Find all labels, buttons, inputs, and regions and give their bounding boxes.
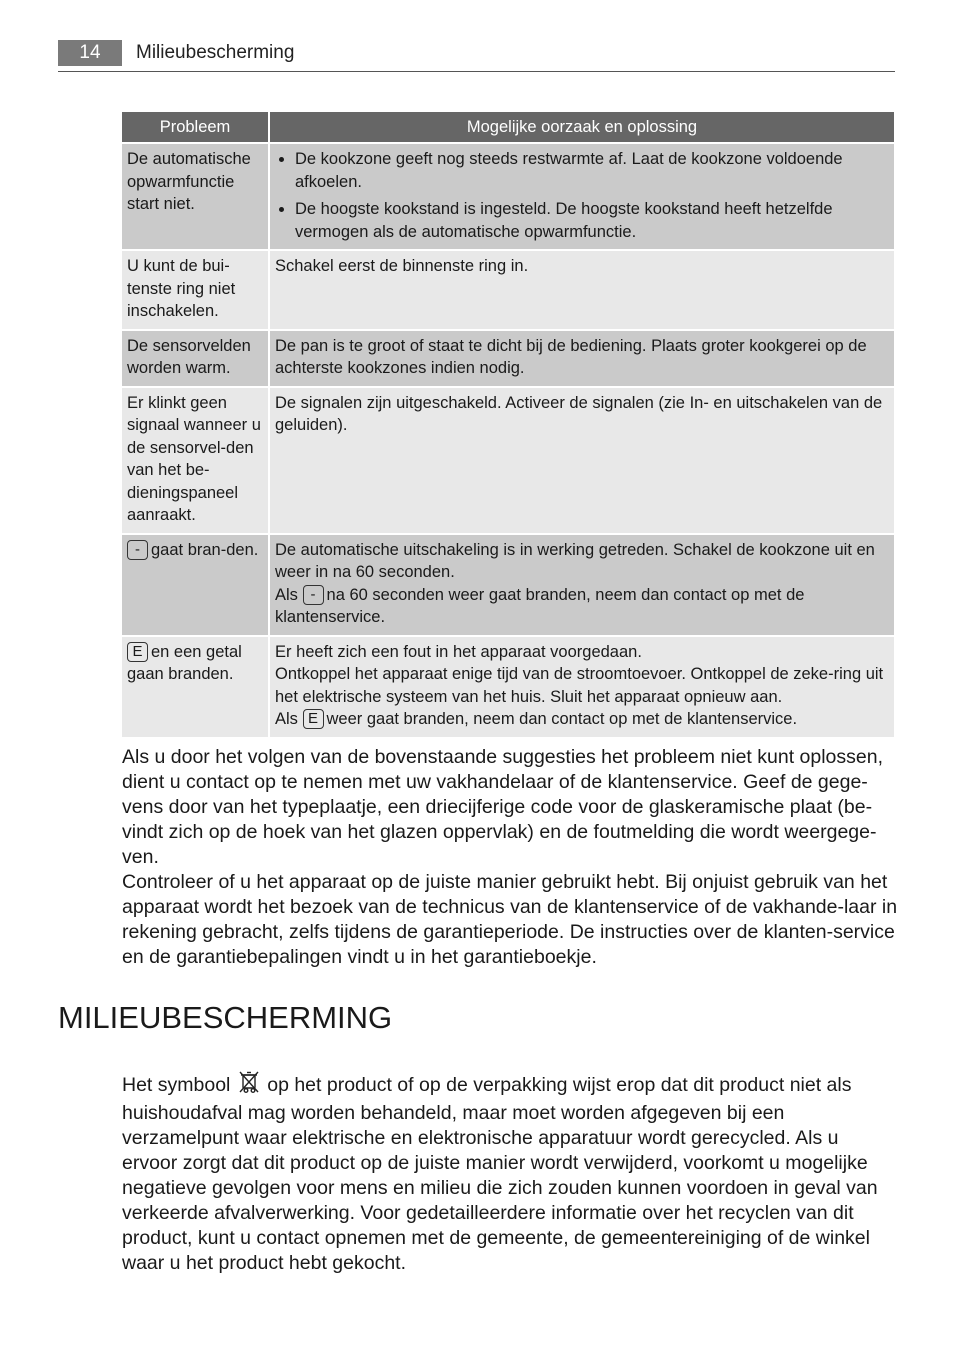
table-row [122,388,894,533]
table-row [122,251,894,329]
table-row [122,331,894,386]
environment-text-post: op het product of op de verpakking wijst erop dat dit product niet als huishoudafval mag worden behandeld, maar moet worden afgegeven bij een verzamelpunt waar elektrische en elektronische apparatuur wordt gerecycled. Als u ervoor zorgt dat dit product op de juiste manier wordt verwijderd, voorkomt u mogelijke negatieve gevolgen voor mens en milieu die zich zouden kunnen voordoen in geval van verkeerde afvalverwerking. Voor gedetailleerdere informatie over het recyclen van dit product, kunt u contact opnemen met de gemeente, de gemeentereiniging of de winkel waar u het product hebt gekocht. [122,1074,878,1274]
problem-cell [122,535,268,635]
table-row [122,144,894,249]
column-header-problem: Probleem [122,112,268,142]
solution-line [275,708,890,731]
problem-cell [122,637,268,737]
solution-text: weer gaat branden, neem dan contact op met de klantenservice. [326,710,798,728]
solution-text: Als [275,585,298,604]
environment-paragraph [122,1070,898,1276]
error-e-display-symbol: E [303,709,324,729]
environment-text-pre: Het symbool [122,1074,231,1096]
solution-cell [270,535,894,635]
solution-cell: Schakel eerst de binnenste ring in. [270,251,894,329]
page-header [58,40,895,72]
list-item: • De hoogste kookstand is ingesteld. De hoogste kookstand heeft hetzelfde vermogen als de automatische opwarmfunctie. [295,198,890,243]
dash-display-symbol: - [127,540,148,560]
solution-text: na 60 seconden weer gaat branden, neem dan contact op met de klantenservice. [275,585,805,626]
column-header-solution: Mogelijke oorzaak en oplossing [270,112,894,142]
problem-cell: U kunt de bui-tenste ring niet inschakelen. [122,251,268,329]
problem-text: gaat bran-den. [151,540,259,559]
solution-line: De automatische uitschakeling is in werking getreden. Schakel de kookzone uit en weer in na 60 seconden. [275,540,875,581]
problem-cell: De automatische opwarmfunctie start niet. [122,144,268,249]
usage-paragraph: Controleer of u het apparaat op de juiste manier gebruikt hebt. Bij onjuist gebruik van het apparaat wordt het bezoek van de technicus van de klantenservice of de vakhande-laar in rekening gebracht, zelfs tijdens de garantieperiode. De instructies over de klanten-service en de garantiebepalingen vindt u in het garantieboekje. [122,871,898,968]
table-row [122,637,894,737]
solution-cell [270,637,894,737]
table-row [122,535,894,635]
solution-cell: De pan is te groot of staat te dicht bij de bediening. Plaats groter kookgerei op de achterste kookzones indien nodig. [270,331,894,386]
solution-line: Ontkoppel het apparaat enige tijd van de stroomtoevoer. Ontkoppel de zeke-ring uit het elektrische systeem van het huis. Sluit het apparaat opnieuw aan. [275,665,884,706]
solution-line [275,584,890,629]
problem-cell: Er klinkt geen signaal wanneer u de sensorvel-den van het be-dieningspaneel aanraakt. [122,388,268,533]
table-header-row [122,112,894,142]
solution-text: Als [275,710,298,728]
header-title: Milieubescherming [136,42,295,63]
troubleshooting-table [120,110,896,739]
page-number: 14 [58,40,122,66]
service-paragraph: Als u door het volgen van de bovenstaande suggesties het probleem niet kunt oplossen, dient u contact op te nemen met uw vakhandelaar of de klantenservice. Geef de gege-vens door van het typeplaatje, een driecijferige code voor de glaskeramische plaat (be-vindt zich op de hoek van het glazen oppervlak) en de foutmelding die wordt weergege-ven. [122,746,884,868]
solution-cell [270,144,894,249]
solution-cell: De signalen zijn uitgeschakeld. Activeer de signalen (zie In- en uitschakelen van de geluiden). [270,388,894,533]
solution-line: Er heeft zich een fout in het apparaat voorgedaan. [275,642,642,661]
section-title: MILIEUBESCHERMING [58,1000,393,1035]
crossed-out-wheelie-bin-icon [238,1070,260,1101]
solution-list [275,148,890,243]
list-item: • De kookzone geeft nog steeds restwarmte af. Laat de kookzone voldoende afkoelen. [295,148,890,193]
error-e-display-symbol: E [127,642,148,662]
dash-display-symbol: - [303,585,324,605]
problem-text: en een getal gaan branden. [127,642,242,683]
problem-cell: De sensorvelden worden warm. [122,331,268,386]
